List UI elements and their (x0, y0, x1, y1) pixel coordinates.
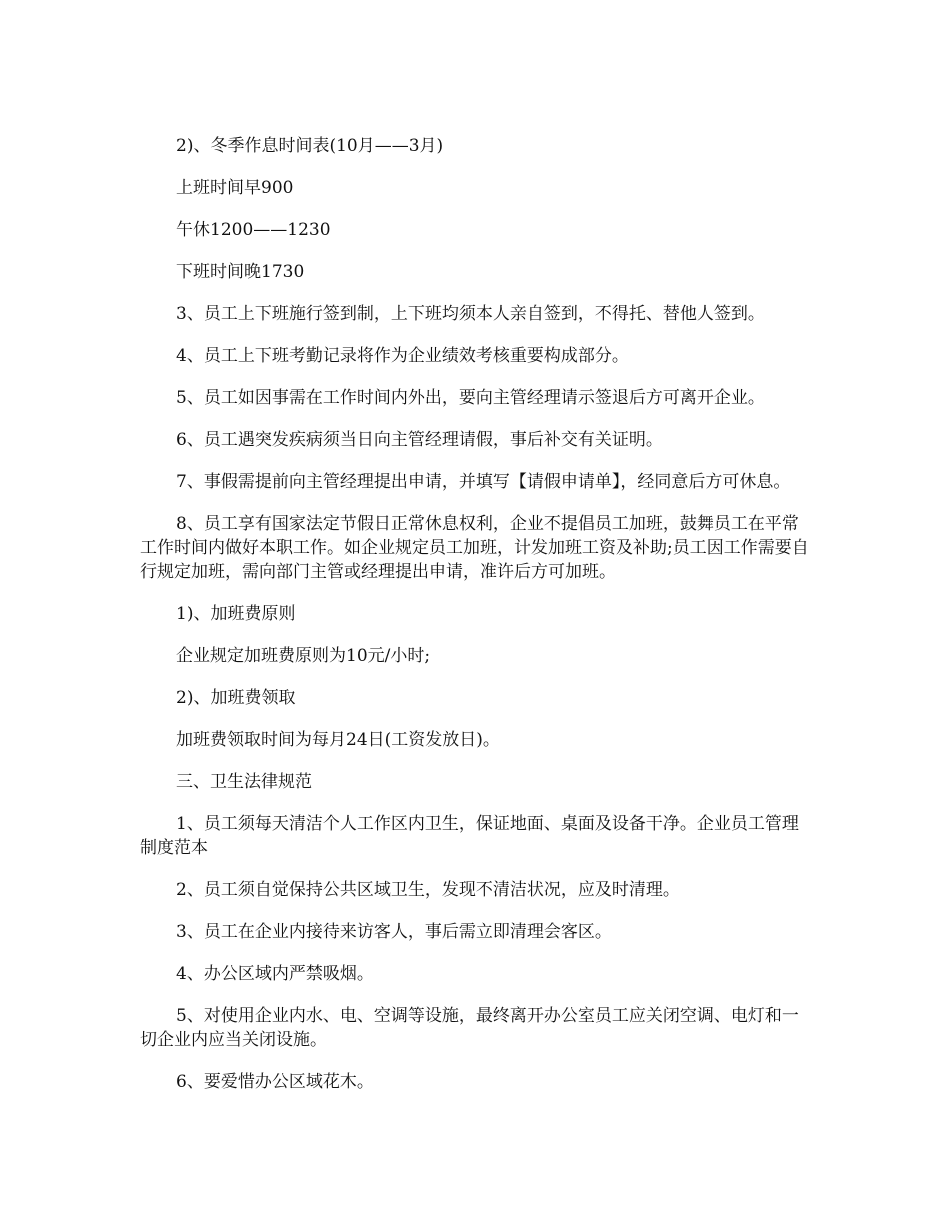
paragraph-work-start: 上班时间早900 (176, 178, 294, 198)
paragraph-rule-7: 7、事假需提前向主管经理提出申请，并填写【请假申请单】，经同意后方可休息。 (176, 472, 791, 492)
section-heading-hygiene: 三、卫生法律规范 (176, 772, 312, 792)
paragraph-rule-8: 8、员工享有国家法定节假日正常休息权利，企业不提倡员工加班，鼓舞员工在平常工作时间内做好本职工作。如企业规定员工加班，计发加班工资及补助;员工因工作需要自行规定加班，需向部门主管或经理提出申请，准许后方可加班。 (140, 514, 809, 582)
document-body (140, 134, 815, 1112)
paragraph-lunch-break: 午休1200——1230 (176, 220, 331, 240)
paragraph-hygiene-3: 3、员工在企业内接待来访客人，事后需立即清理会客区。 (176, 922, 612, 942)
paragraph-hygiene-5: 5、对使用企业内水、电、空调等设施，最终离开办公室员工应关闭空调、电灯和一切企业内应当关闭设施。 (140, 1006, 799, 1050)
paragraph-work-end: 下班时间晚1730 (176, 262, 305, 282)
paragraph-rule-5: 5、员工如因事需在工作时间内外出，要向主管经理请示签退后方可离开企业。 (176, 388, 765, 408)
paragraph-overtime-collection-date: 加班费领取时间为每月24日(工资发放日)。 (176, 730, 500, 750)
paragraph-hygiene-4: 4、办公区域内严禁吸烟。 (176, 964, 374, 984)
paragraph-hygiene-1: 1、员工须每天清洁个人工作区内卫生，保证地面、桌面及设备干净。企业员工管理制度范本 (140, 814, 799, 858)
paragraph-overtime-rate: 企业规定加班费原则为10元/小时; (176, 646, 431, 666)
paragraph-rule-3: 3、员工上下班施行签到制，上下班均须本人亲自签到，不得托、替他人签到。 (176, 304, 765, 324)
paragraph-rule-4: 4、员工上下班考勤记录将作为企业绩效考核重要构成部分。 (176, 346, 629, 366)
paragraph-rule-6: 6、员工遇突发疾病须当日向主管经理请假，事后补交有关证明。 (176, 430, 663, 450)
paragraph-overtime-principle-heading: 1)、加班费原则 (176, 604, 296, 624)
paragraph-hygiene-2: 2、员工须自觉保持公共区域卫生，发现不清洁状况，应及时清理。 (176, 880, 680, 900)
paragraph-overtime-collection-heading: 2)、加班费领取 (176, 688, 296, 708)
paragraph-hygiene-6: 6、要爱惜办公区域花木。 (176, 1072, 374, 1092)
paragraph-winter-schedule-heading: 2)、冬季作息时间表(10月——3月) (176, 136, 444, 156)
